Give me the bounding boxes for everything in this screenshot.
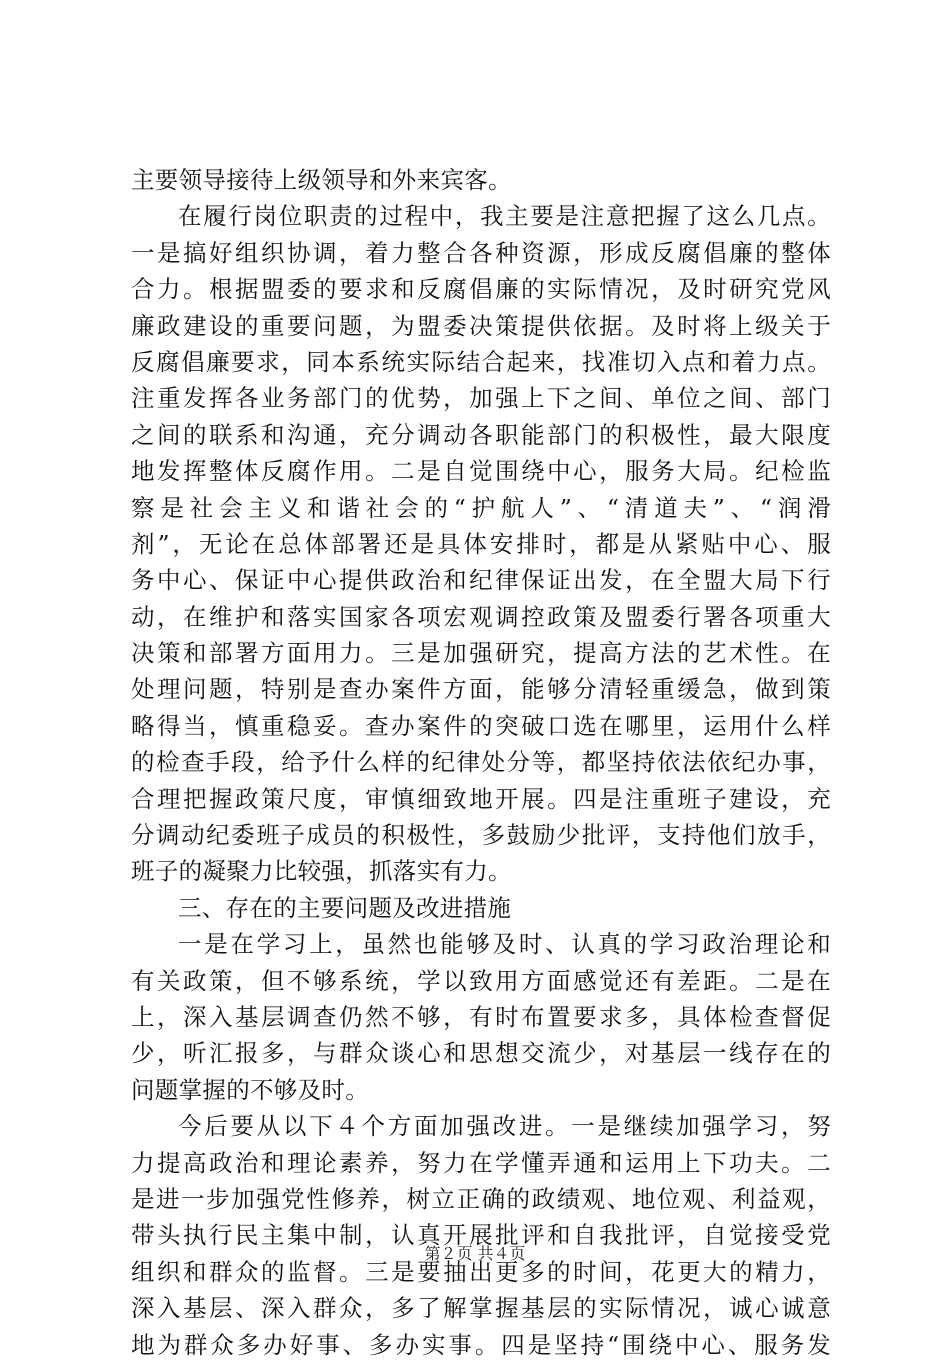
text-line: 在履行岗位职责的过程中，我主要是注意把握了这么几点。 [178, 202, 831, 231]
text-line: 略得当，慎重稳妥。查办案件的突破口选在哪里，运用什么样 [131, 711, 831, 740]
text-line: 上，深入基层调查仍然不够，有时布置要求多，具体检查督促 [131, 1002, 831, 1031]
text-line: 合力。根据盟委的要求和反腐倡廉的实际情况，及时研究党风 [131, 275, 831, 304]
text-line: 带头执行民主集中制，认真开展批评和自我批评，自觉接受党 [131, 1221, 831, 1250]
text-line: 注重发挥各业务部门的优势，加强上下之间、单位之间、部门 [131, 384, 831, 413]
text-line: 今后要从以下４个方面加强改进。一是继续加强学习，努 [178, 1112, 831, 1141]
text-line: 少，听汇报多，与群众谈心和思想交流少，对基层一线存在的 [131, 1039, 831, 1068]
text-line: 班子的凝聚力比较强，抓落实有力。 [131, 857, 512, 886]
text-line: 三、存在的主要问题及改进措施 [178, 893, 512, 922]
text-line: 问题掌握的不够及时。 [131, 1075, 369, 1104]
text-line: 廉政建设的重要问题，为盟委决策提供依据。及时将上级关于 [131, 311, 831, 340]
text-line: 察是社会主义和谐社会的“护航人”、“清道夫”、“润滑 [131, 493, 831, 522]
text-line: 一是在学习上，虽然也能够及时、认真的学习政治理论和 [178, 930, 831, 959]
text-line: 有关政策，但不够系统，学以致用方面感觉还有差距。二是在 [131, 966, 831, 995]
text-line: 的检查手段，给予什么样的纪律处分等，都坚持依法依纪办事， [131, 748, 831, 777]
text-line: 处理问题，特别是查办案件方面，能够分清轻重缓急，做到策 [131, 675, 831, 704]
text-line: 务中心、保证中心提供政治和纪律保证出发，在全盟大局下行 [131, 566, 831, 595]
text-line: 组织和群众的监督。三是要抽出更多的时间，花更大的精力， [131, 1257, 831, 1286]
text-line: 反腐倡廉要求，同本系统实际结合起来，找准切入点和着力点。 [131, 347, 831, 376]
text-line: 分调动纪委班子成员的积极性，多鼓励少批评，支持他们放手， [131, 821, 831, 850]
text-line: 合理把握政策尺度，审慎细致地开展。四是注重班子建设，充 [131, 784, 831, 813]
text-line: 一是搞好组织协调，着力整合各种资源，形成反腐倡廉的整体 [131, 238, 831, 267]
text-line: 是进一步加强党性修养，树立正确的政绩观、地位观、利益观， [131, 1184, 831, 1213]
text-line: 深入基层、深入群众，多了解掌握基层的实际情况，诚心诚意 [131, 1294, 831, 1323]
text-line: 力提高政治和理论素养，努力在学懂弄通和运用上下功夫。二 [131, 1148, 831, 1177]
text-line: 动，在维护和落实国家各项宏观调控政策及盟委行署各项重大 [131, 602, 831, 631]
text-line: 地为群众多办好事、多办实事。四是坚持“围绕中心、服务发 [131, 1330, 831, 1359]
body-text [131, 162, 831, 1363]
text-line: 决策和部署方面用力。三是加强研究，提高方法的艺术性。在 [131, 639, 831, 668]
text-line: 主要领导接待上级领导和外来宾客。 [131, 166, 512, 194]
page-footer: 第２页 共４页 [424, 1244, 526, 1263]
text-line: 之间的联系和沟通，充分调动各职能部门的积极性，最大限度 [131, 420, 831, 449]
text-line: 地发挥整体反腐作用。二是自觉围绕中心，服务大局。纪检监 [131, 457, 831, 486]
text-line: 剂”，无论在总体部署还是具体安排时，都是从紧贴中心、服 [131, 529, 831, 558]
